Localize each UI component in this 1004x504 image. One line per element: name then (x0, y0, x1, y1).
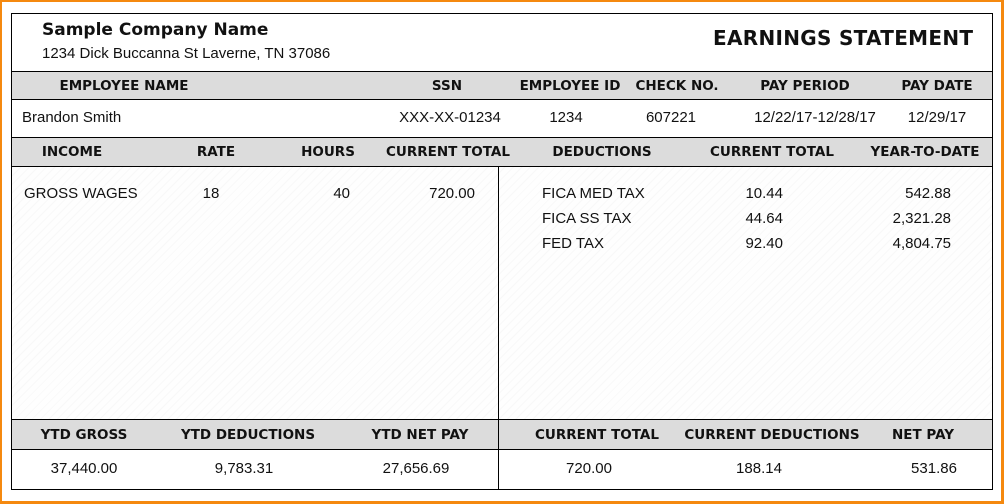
col-income: INCOME (41, 144, 103, 160)
ytd-deductions-value: 9,783.31 (214, 460, 274, 477)
col-income-current-total: CURRENT TOTAL (386, 144, 510, 160)
col-rate: RATE (196, 144, 236, 160)
col-deductions-current-total: CURRENT TOTAL (710, 144, 834, 160)
employee-name: Brandon Smith (22, 109, 122, 126)
employee-id-value: 1234 (549, 109, 583, 126)
company-name: Sample Company Name (42, 20, 269, 40)
col-hours: HOURS (301, 144, 355, 160)
statement-body (12, 167, 992, 420)
deduction-row (498, 185, 992, 209)
col-ytd-deductions: YTD DEDUCTIONS (180, 427, 316, 443)
employee-info-header (12, 71, 992, 100)
col-check-no: CHECK NO. (635, 78, 719, 94)
ssn-value: XXX-XX-01234 (399, 109, 501, 126)
deduction-row (498, 210, 992, 234)
document-title: EARNINGS STATEMENT (713, 26, 974, 50)
summary-row (12, 450, 992, 489)
col-year-to-date: YEAR-TO-DATE (870, 144, 980, 160)
pay-date-value: 12/29/17 (907, 109, 967, 126)
income-current-total: 720.00 (429, 185, 475, 202)
pay-period-value: 12/22/17-12/28/17 (754, 109, 876, 126)
deduction-ytd: 4,804.75 (892, 235, 951, 252)
col-ssn: SSN (431, 78, 463, 94)
deduction-ytd: 542.88 (905, 185, 951, 202)
deduction-current-total: 10.44 (745, 185, 783, 202)
company-address: 1234 Dick Buccanna St Laverne, TN 37086 (42, 45, 331, 62)
summary-header (12, 419, 992, 450)
income-label: GROSS WAGES (24, 185, 138, 202)
check-no-value: 607221 (645, 109, 697, 126)
net-pay-value: 531.86 (911, 460, 957, 477)
income-hours: 40 (333, 185, 350, 202)
income-rate: 18 (202, 185, 220, 202)
col-summary-current-total: CURRENT TOTAL (535, 427, 659, 443)
earnings-statement (11, 13, 993, 490)
deduction-current-total: 92.40 (745, 235, 783, 252)
deduction-label: FICA MED TAX (542, 185, 645, 202)
col-deductions: DEDUCTIONS (552, 144, 652, 160)
col-pay-date: PAY DATE (901, 78, 973, 94)
deduction-ytd: 2,321.28 (892, 210, 951, 227)
col-net-pay: NET PAY (891, 427, 955, 443)
col-current-deductions: CURRENT DEDUCTIONS (684, 427, 860, 443)
col-pay-period: PAY PERIOD (760, 78, 850, 94)
deduction-label: FICA SS TAX (542, 210, 632, 227)
deduction-current-total: 44.64 (745, 210, 783, 227)
income-row (12, 185, 498, 209)
employee-info-row (12, 100, 992, 138)
col-ytd-gross: YTD GROSS (40, 427, 128, 443)
col-employee-id: EMPLOYEE ID (519, 78, 621, 94)
summary-divider (498, 420, 499, 449)
ytd-net-pay-value: 27,656.69 (382, 460, 450, 477)
col-employee-name: EMPLOYEE NAME (59, 78, 189, 94)
summary-row-divider (498, 450, 499, 489)
deduction-row (498, 235, 992, 259)
ytd-gross-value: 37,440.00 (50, 460, 118, 477)
deduction-label: FED TAX (542, 235, 604, 252)
current-deductions-value: 188.14 (736, 460, 782, 477)
income-deductions-header (12, 137, 992, 167)
current-total-value: 720.00 (566, 460, 612, 477)
col-ytd-net-pay: YTD NET PAY (371, 427, 469, 443)
